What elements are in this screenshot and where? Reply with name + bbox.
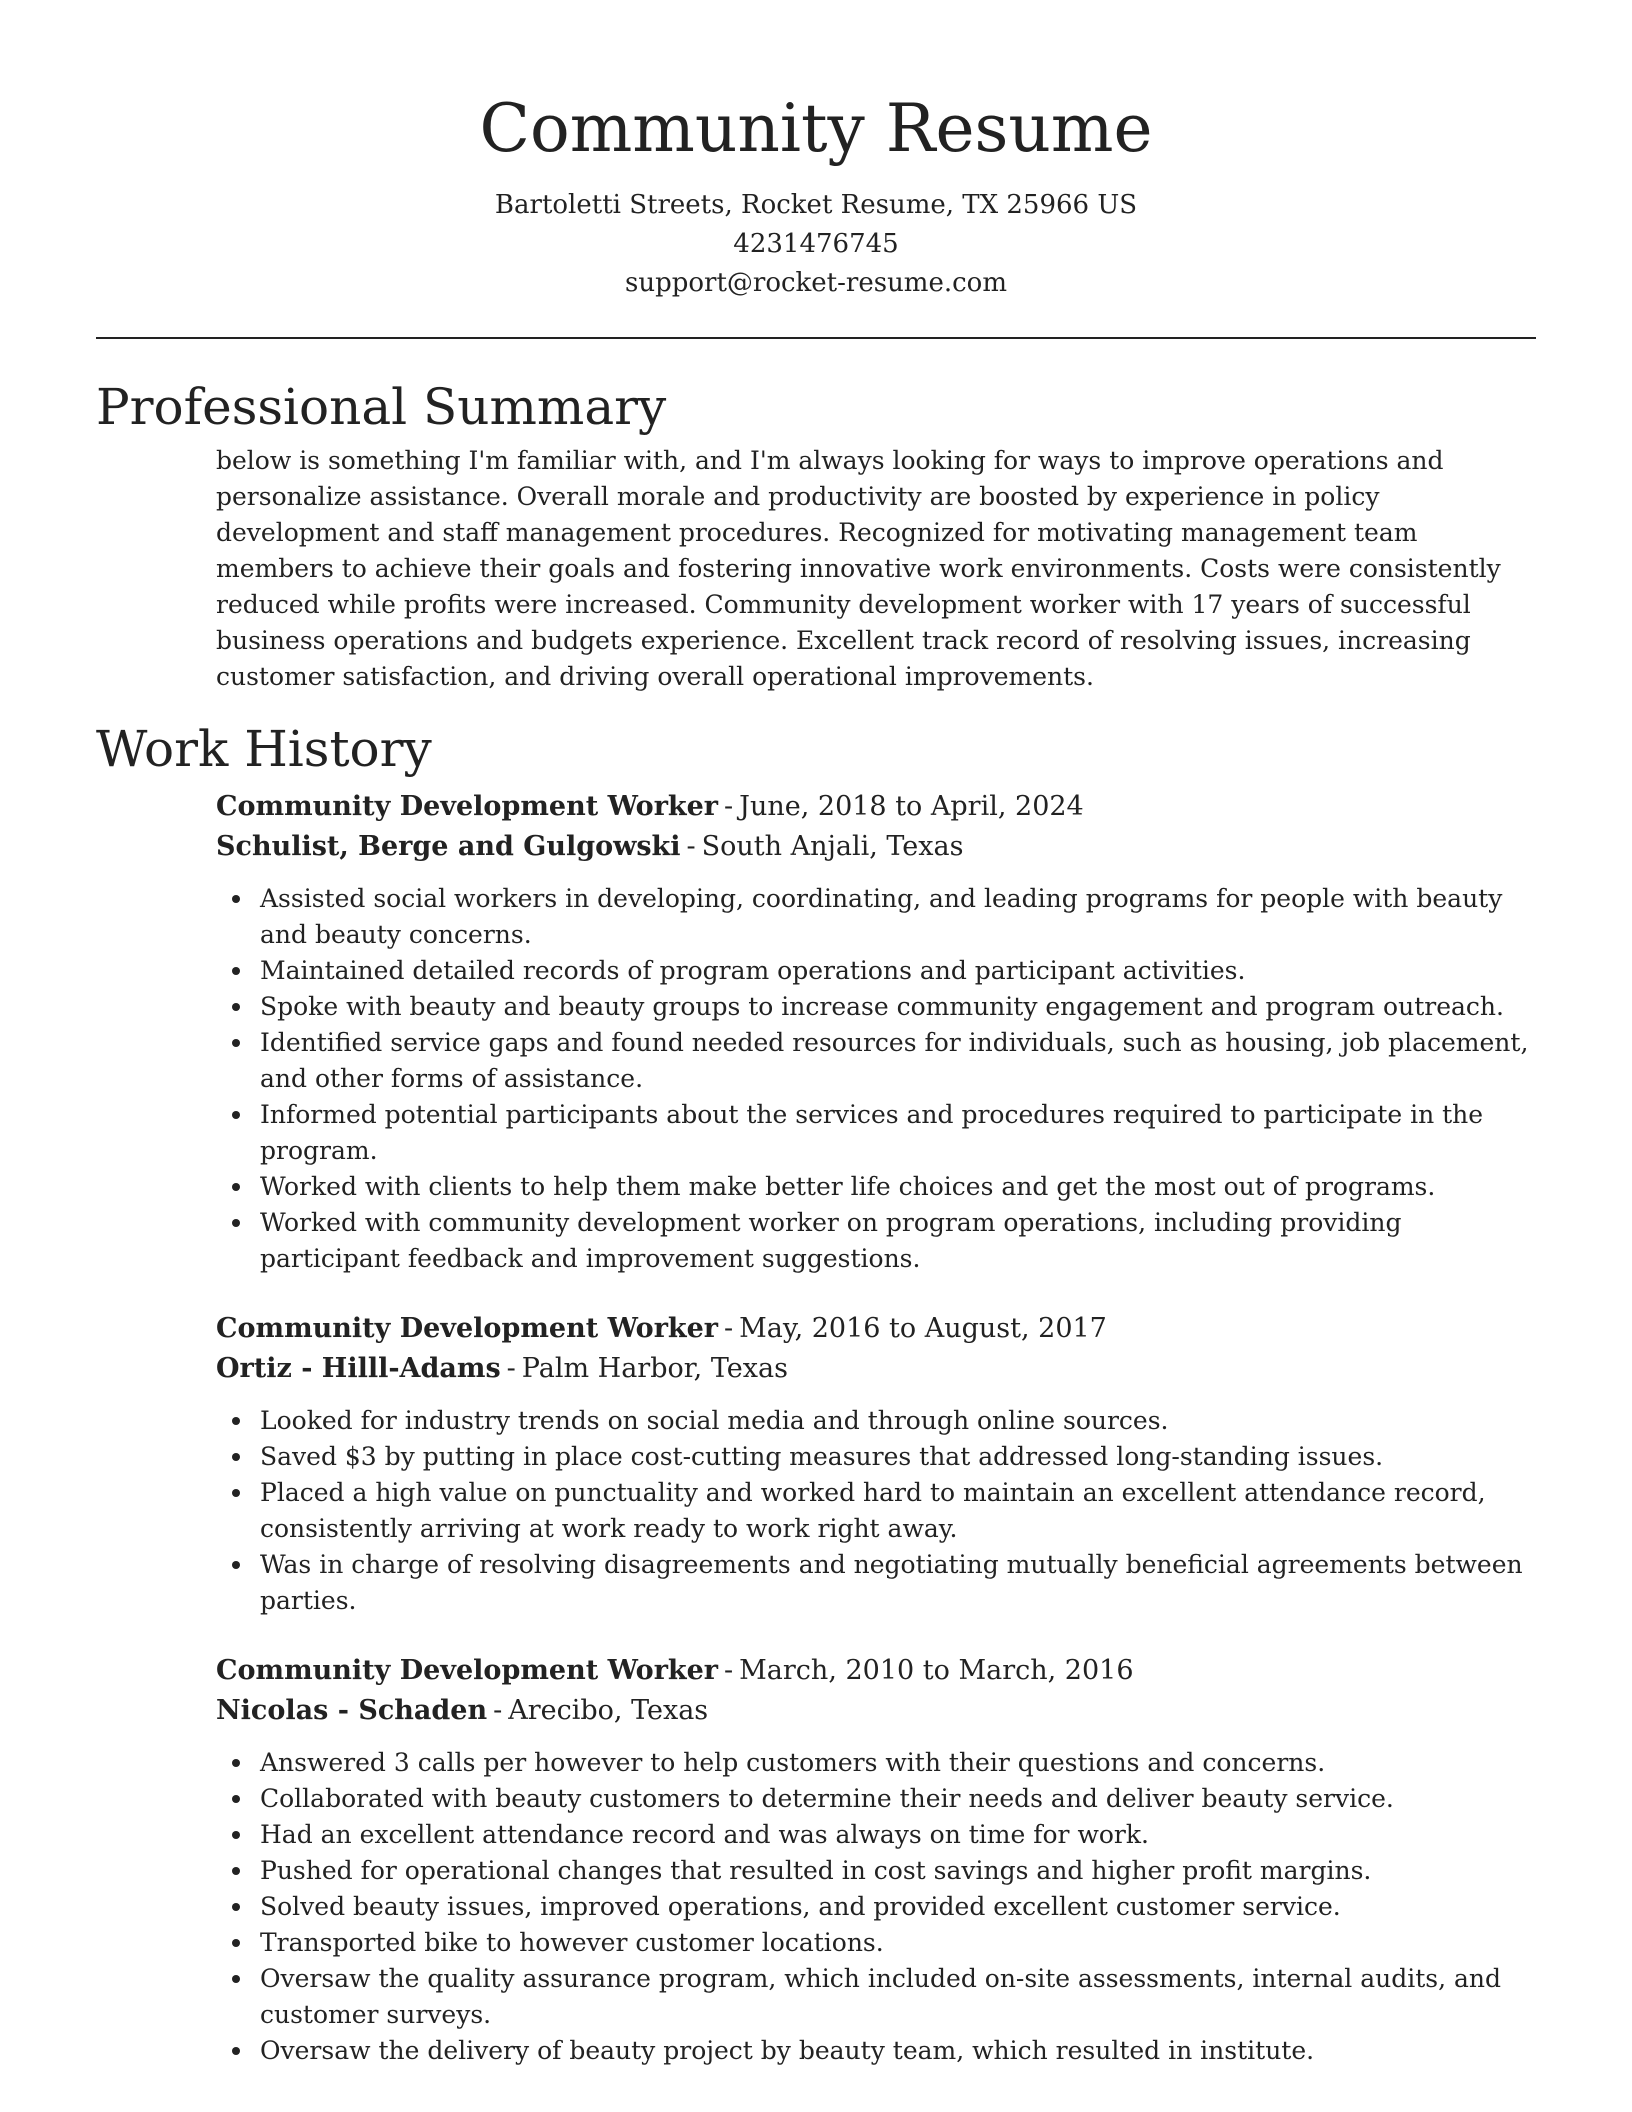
job-company: Ortiz - Hilll-Adams [216, 1353, 501, 1384]
job-bullets [216, 1403, 1536, 1619]
bullet-item: Assisted social workers in developing, coordinating, and leading programs for people with beauty and beauty concerns. [216, 881, 1536, 953]
header-divider [96, 337, 1536, 339]
bullet-item: Worked with clients to help them make better life choices and get the most out of programs. [216, 1169, 1536, 1205]
bullet-item: Solved beauty issues, improved operations, and provided excellent customer service. [216, 1889, 1536, 1925]
bullet-item: Placed a high value on punctuality and worked hard to maintain an excellent attendance record, consistently arriving at work ready to work right away. [216, 1475, 1536, 1547]
bullet-item: Pushed for operational changes that resulted in cost savings and higher profit margins. [216, 1853, 1536, 1889]
job-entry [216, 1651, 1536, 2069]
separator: - [506, 1353, 516, 1384]
separator: - [724, 1313, 734, 1344]
job-location: Palm Harbor, Texas [521, 1353, 788, 1384]
separator: - [493, 1695, 503, 1726]
bullet-item: Looked for industry trends on social media and through online sources. [216, 1403, 1536, 1439]
job-dates: March, 2010 to March, 2016 [739, 1655, 1134, 1686]
summary-section [216, 443, 1536, 695]
job-company-line [216, 1691, 1536, 1731]
job-dates: June, 2018 to April, 2024 [739, 791, 1084, 822]
bullet-item: Transported bike to however customer locations. [216, 1925, 1536, 1961]
bullet-item: Collaborated with beauty customers to determine their needs and deliver beauty service. [216, 1781, 1536, 1817]
bullet-item: Worked with community development worker on program operations, including providing participant feedback and improvement suggestions. [216, 1205, 1536, 1277]
resume-name: Community Resume [479, 90, 1153, 167]
bullet-item: Maintained detailed records of program operations and participant activities. [216, 953, 1536, 989]
bullet-item: Oversaw the quality assurance program, which included on-site assessments, internal audits, and customer surveys. [216, 1961, 1536, 2033]
job-title-line [216, 1651, 1536, 1691]
resume-header [96, 0, 1536, 303]
bullet-item: Saved $3 by putting in place cost-cutting measures that addressed long-standing issues. [216, 1439, 1536, 1475]
contact-info [96, 186, 1536, 303]
job-role: Community Development Worker [216, 1313, 719, 1344]
job-company-line [216, 1349, 1536, 1389]
bullet-item: Answered 3 calls per however to help customers with their questions and concerns. [216, 1745, 1536, 1781]
job-location: South Anjali, Texas [701, 831, 964, 862]
job-dates: May, 2016 to August, 2017 [739, 1313, 1107, 1344]
job-title-line [216, 1309, 1536, 1349]
contact-address: Bartoletti Streets, Rocket Resume, TX 25966 US [494, 190, 1138, 220]
job-company-line [216, 827, 1536, 867]
summary-text: below is something I'm familiar with, and I'm always looking for ways to improve operations and personalize assistance. Overall morale and productivity are boosted by experience in policy development and staff management procedures. Recognized for motivating management team members to achieve their goals and fostering innovative work environments. Costs were consistently reduced while profits were increased. Community development worker with 17 years of successful business operations and budgets experience. Excellent track record of resolving issues, increasing customer satisfaction, and driving overall operational improvements. [216, 446, 1501, 691]
work-history-heading: Work History [96, 720, 432, 778]
job-role: Community Development Worker [216, 1655, 719, 1686]
work-history-section [216, 787, 1536, 2069]
bullet-item: Identified service gaps and found needed resources for individuals, such as housing, job placement, and other forms of assistance. [216, 1025, 1536, 1097]
job-company: Nicolas - Schaden [216, 1695, 488, 1726]
bullet-item: Was in charge of resolving disagreements and negotiating mutually beneficial agreements between parties. [216, 1547, 1536, 1619]
job-title-line [216, 787, 1536, 827]
summary-heading: Professional Summary [96, 378, 667, 436]
bullet-item: Had an excellent attendance record and was always on time for work. [216, 1817, 1536, 1853]
job-company: Schulist, Berge and Gulgowski [216, 831, 681, 862]
job-entry [216, 787, 1536, 1277]
job-role: Community Development Worker [216, 791, 719, 822]
contact-phone: 4231476745 [733, 229, 899, 259]
bullet-item: Spoke with beauty and beauty groups to increase community engagement and program outreach. [216, 989, 1536, 1025]
separator: - [724, 1655, 734, 1686]
separator: - [686, 831, 696, 862]
resume-page [96, 0, 1536, 2069]
bullet-item: Oversaw the delivery of beauty project by beauty team, which resulted in institute. [216, 2033, 1536, 2069]
job-bullets [216, 1745, 1536, 2069]
job-bullets [216, 881, 1536, 1277]
bullet-item: Informed potential participants about the services and procedures required to participate in the program. [216, 1097, 1536, 1169]
job-location: Arecibo, Texas [508, 1695, 709, 1726]
job-entry [216, 1309, 1536, 1619]
separator: - [724, 791, 734, 822]
contact-email: support@rocket-resume.com [624, 268, 1007, 298]
